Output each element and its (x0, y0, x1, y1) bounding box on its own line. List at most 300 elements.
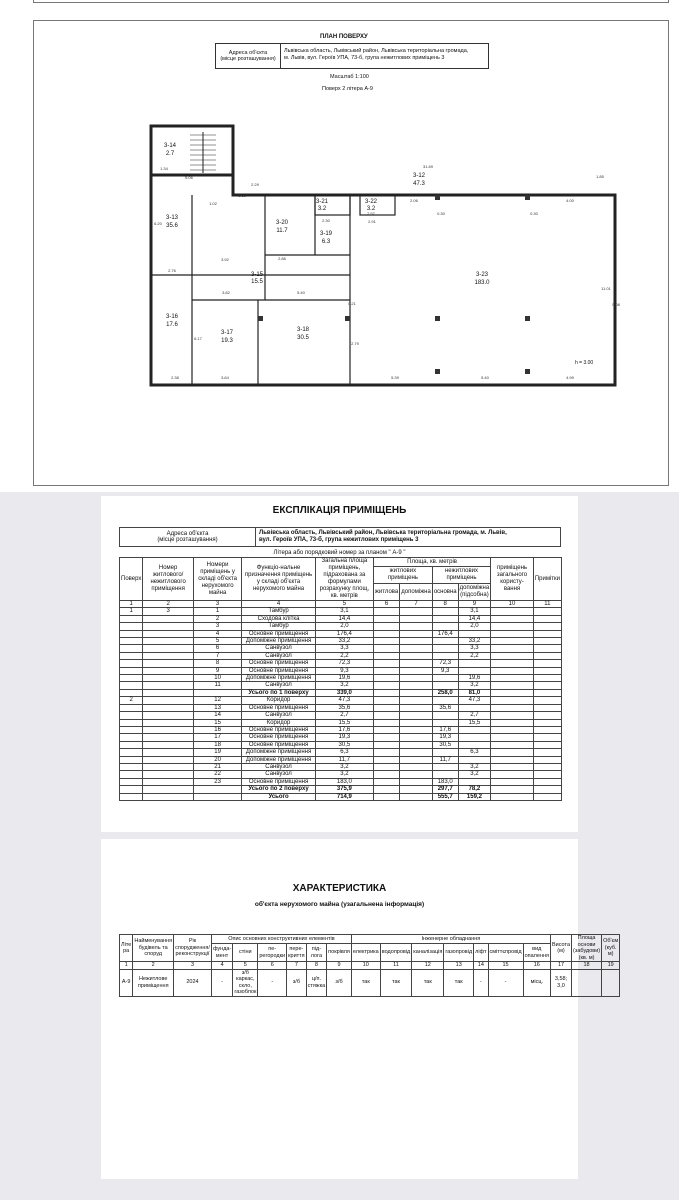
cell-purpose: Санвузол (242, 712, 316, 719)
cell-total: 2,0 (315, 623, 373, 630)
cell-living (373, 778, 399, 785)
cell-floor (120, 741, 143, 748)
dimension: 11.01 (601, 286, 611, 291)
cell-aux: 3,2 (458, 682, 491, 689)
cell-unit (143, 719, 193, 726)
table-row (120, 660, 562, 667)
floor-plan-page (0, 0, 679, 492)
cell-room: 2 (193, 615, 241, 622)
cell-unit (143, 615, 193, 622)
cell-auxiliary (400, 771, 433, 778)
dimension: 6.17 (194, 336, 202, 341)
dimension: 0.21 (348, 301, 356, 306)
column-number: 7 (400, 601, 433, 608)
table-row (120, 623, 562, 630)
cell-room: 17 (193, 734, 241, 741)
dimension: 2.29 (251, 182, 259, 187)
cell-aux: 6,3 (458, 749, 491, 756)
cell-common (491, 719, 534, 726)
cell-living (373, 726, 399, 733)
room-area: 47.3 (413, 181, 425, 187)
table-cell: місц. (523, 969, 550, 996)
col-height: Висота (м) (551, 935, 572, 962)
cell-living (373, 712, 399, 719)
cell-main (432, 623, 458, 630)
table-cell: - (488, 969, 523, 996)
cell-total: 17,6 (315, 726, 373, 733)
cell-main (432, 652, 458, 659)
cell-auxiliary (400, 719, 433, 726)
cell-floor (120, 667, 143, 674)
cell-total: 19,3 (315, 734, 373, 741)
col-main: основна (432, 584, 458, 601)
table-row (120, 771, 562, 778)
cell-room: 1 (193, 608, 241, 615)
dimension: 3.64 (221, 375, 229, 380)
cell-room: 23 (193, 778, 241, 785)
column-number: 11 (380, 962, 412, 970)
cell-auxiliary (400, 682, 433, 689)
col-subheader: сміттєпровід (488, 944, 523, 962)
dimension: 5.39 (391, 375, 399, 380)
table-cell: з/б (287, 969, 307, 996)
col-subheader: фунда-мент (211, 944, 232, 962)
cell-living (373, 660, 399, 667)
cell-room: 6 (193, 645, 241, 652)
cell-common (491, 734, 534, 741)
cell-floor (120, 645, 143, 652)
room-label: 3-19 (319, 231, 333, 237)
cell-purpose: Основне приміщення (242, 630, 316, 637)
cell-aux (458, 741, 491, 748)
explication-title: ЕКСПЛІКАЦІЯ ПРИМІЩЕНЬ (272, 505, 407, 516)
col-subheader: водопровід (380, 944, 412, 962)
cell-aux: 81,0 (458, 689, 491, 696)
cell-aux: 78,2 (458, 786, 491, 793)
cell-notes (533, 660, 561, 667)
cell-notes (533, 719, 561, 726)
table-cell: так (351, 969, 380, 996)
cell-room: 20 (193, 756, 241, 763)
address-line-2: вул. Героїв УПА, 73-б, група нежитлових приміщень 3 (259, 537, 419, 543)
dimension: 3.82 (222, 290, 230, 295)
cell-living (373, 719, 399, 726)
column-number: 9 (458, 601, 491, 608)
column-number: 17 (551, 962, 572, 970)
address-sublabel: (місце розташування) (220, 56, 276, 62)
col-subheader: покрівля (327, 944, 352, 962)
cell-notes (533, 749, 561, 756)
address-line-1: Львівська область, Львівський район, Львівська територіальна громада, (284, 48, 469, 54)
room-label: 3-17 (220, 330, 234, 336)
cell-auxiliary (400, 645, 433, 652)
characteristics-title: ХАРАКТЕРИСТИКА (292, 883, 387, 894)
cell-unit (143, 704, 193, 711)
column-number: 6 (373, 601, 399, 608)
cell-common (491, 778, 534, 785)
dimension: 3.92 (221, 257, 229, 262)
explication-address-box (119, 527, 561, 547)
cell-room: 9 (193, 667, 241, 674)
cell-aux: 159,2 (458, 793, 491, 800)
cell-total: 15,5 (315, 719, 373, 726)
floor-plan-drawing (0, 0, 679, 492)
stair-flights (190, 132, 216, 173)
column-numbers-row (120, 601, 562, 608)
cell-auxiliary (400, 786, 433, 793)
cell-purpose: Усього (242, 793, 316, 800)
cell-notes (533, 712, 561, 719)
dimension: 5.40 (297, 290, 305, 295)
table-cell: з/б каркас, скло, газоблок (234, 969, 257, 995)
table-row (120, 749, 562, 756)
dimension: 5.06 (185, 175, 193, 180)
cell-main: 9,3 (432, 667, 458, 674)
cell-main (432, 638, 458, 645)
exterior-wall (151, 175, 615, 385)
dimension: 1.34 (160, 166, 168, 171)
cell-aux: 3,1 (458, 608, 491, 615)
cell-room: 16 (193, 726, 241, 733)
col-common: приміщень загального користу-вання (491, 558, 534, 601)
plan-title: ПЛАН ПОВЕРХУ (320, 34, 368, 40)
table-row (120, 704, 562, 711)
cell-common (491, 645, 534, 652)
cell-main: 555,7 (432, 793, 458, 800)
col-subheader: електрика (351, 944, 380, 962)
cell-living (373, 771, 399, 778)
cell-living (373, 652, 399, 659)
cell-notes (533, 682, 561, 689)
room-label: 3-15 (250, 272, 264, 278)
room-area: 11.7 (276, 228, 288, 234)
col-nonresidential: нежитлових приміщень (432, 567, 490, 584)
cell-room: 12 (193, 697, 241, 704)
cell-unit (143, 645, 193, 652)
dimension: 4.00 (566, 198, 574, 203)
cell-room: 3 (193, 623, 241, 630)
col-auxiliary: допоміжна (400, 584, 433, 601)
partitions (151, 195, 395, 385)
cell-living (373, 630, 399, 637)
col-subheader: каналізація (412, 944, 444, 962)
cell-auxiliary (400, 667, 433, 674)
cell-aux (458, 756, 491, 763)
col-engineering-group: Інженерне обладнання (351, 935, 550, 944)
cell-living (373, 786, 399, 793)
col-footprint: Площа основи (забудови) (кв. м) (573, 935, 601, 961)
cell-living (373, 756, 399, 763)
explication-table (119, 557, 562, 801)
column-number: 19 (602, 962, 620, 970)
address-label: Адреса об'єкта (228, 50, 268, 56)
cell-purpose: Основне приміщення (242, 704, 316, 711)
column-number: 12 (412, 962, 444, 970)
cell-aux (458, 630, 491, 637)
cell-main: 11,7 (432, 756, 458, 763)
cell-purpose: Сходова клітка (242, 615, 316, 622)
col-total-area: Загальна площа приміщень, підрахована за формулами розрахунку площ, кв. метрів (315, 558, 373, 601)
col-floor: Поверх (120, 558, 143, 601)
cell-total: 3,2 (315, 771, 373, 778)
cell-total: 3,3 (315, 645, 373, 652)
column-number: 11 (533, 601, 561, 608)
cell-total: 30,5 (315, 741, 373, 748)
cell-room (193, 689, 241, 696)
cell-main (432, 608, 458, 615)
table-row (120, 756, 562, 763)
cell-notes (533, 763, 561, 770)
cell-notes (533, 645, 561, 652)
cell-room: 19 (193, 749, 241, 756)
col-subheader: пере-криття (287, 944, 307, 962)
table-cell: - (258, 969, 287, 996)
room-label: 3-23 (475, 272, 489, 278)
cell-auxiliary (400, 630, 433, 637)
dimension: 0.30 (437, 211, 445, 216)
cell-living (373, 638, 399, 645)
cell-common (491, 689, 534, 696)
room-area: 6.3 (321, 239, 331, 245)
table-row (120, 608, 562, 615)
cell-living (373, 675, 399, 682)
cell-main (432, 771, 458, 778)
cell-room: 7 (193, 652, 241, 659)
cell-aux: 2,0 (458, 623, 491, 630)
room-label: 3-12 (412, 173, 426, 179)
room-area: 30.5 (297, 335, 309, 341)
cell-notes (533, 689, 561, 696)
cell-floor (120, 719, 143, 726)
cell-notes (533, 793, 561, 800)
room-area: 3.2 (317, 206, 327, 212)
room-area: 15.5 (251, 279, 263, 285)
cell-main (432, 749, 458, 756)
cell-floor (120, 763, 143, 770)
column-number: 5 (315, 601, 373, 608)
cell-purpose: Основне приміщення (242, 734, 316, 741)
cell-aux: 19,6 (458, 675, 491, 682)
cell-aux: 2,2 (458, 652, 491, 659)
cell-floor (120, 660, 143, 667)
dimension: 2.06 (410, 198, 418, 203)
cell-unit (143, 675, 193, 682)
column-number: 1 (120, 962, 133, 970)
column-number: 3 (174, 962, 212, 970)
col-aux-subsidiary: допоміжна (підсобна) (458, 584, 491, 601)
cell-purpose: Основне приміщення (242, 741, 316, 748)
dimension: 2.57 (367, 211, 375, 216)
cell-notes (533, 652, 561, 659)
cell-total: 375,9 (315, 786, 373, 793)
cell-notes (533, 771, 561, 778)
column-number: 16 (523, 962, 550, 970)
cell-floor (120, 771, 143, 778)
cell-unit (143, 771, 193, 778)
col-year: Рік спорудження/ реконструкції (174, 935, 212, 962)
cell-auxiliary (400, 675, 433, 682)
column-number: 4 (242, 601, 316, 608)
cell-notes (533, 615, 561, 622)
cell-room: 22 (193, 771, 241, 778)
table-row (120, 645, 562, 652)
cell-purpose: Усього по 1 поверху (242, 689, 316, 696)
cell-living (373, 697, 399, 704)
cell-purpose: Допоміжне приміщення (242, 749, 316, 756)
table-cell: з/б (327, 969, 352, 996)
cell-floor (120, 712, 143, 719)
cell-unit (143, 623, 193, 630)
room-label: 3-21 (315, 199, 329, 205)
cell-living (373, 667, 399, 674)
cell-auxiliary (400, 726, 433, 733)
cell-auxiliary (400, 689, 433, 696)
cell-purpose: Санвузол (242, 763, 316, 770)
cell-room: 21 (193, 763, 241, 770)
dimension: 4.99 (566, 375, 574, 380)
cell-main (432, 719, 458, 726)
cell-purpose: Основне приміщення (242, 667, 316, 674)
column-number: 2 (133, 962, 174, 970)
summary-row (120, 786, 562, 793)
table-cell: Нежитлове приміщення (133, 969, 174, 996)
cell-aux: 15,5 (458, 719, 491, 726)
column-number: 13 (444, 962, 474, 970)
col-structural-group: Опис основних конструктивних елементів (211, 935, 351, 944)
characteristics-page (101, 839, 619, 1179)
column-number: 9 (327, 962, 352, 970)
col-volume: Об'єм (куб. м) (602, 935, 620, 962)
dimension: 6.20 (154, 221, 162, 226)
cell-auxiliary (400, 660, 433, 667)
cell-living (373, 741, 399, 748)
cell-unit (143, 749, 193, 756)
cell-auxiliary (400, 778, 433, 785)
cell-living (373, 682, 399, 689)
table-row (120, 763, 562, 770)
cell-aux (458, 704, 491, 711)
cell-auxiliary (400, 704, 433, 711)
cell-aux: 47,3 (458, 697, 491, 704)
cell-common (491, 763, 534, 770)
address-sublabel: (місце розташування) (157, 537, 218, 543)
cell-auxiliary (400, 652, 433, 659)
column-number: 1 (120, 601, 143, 608)
cell-living (373, 689, 399, 696)
cell-total: 714,9 (315, 793, 373, 800)
cell-living (373, 608, 399, 615)
column-number: 18 (572, 962, 602, 970)
plan-scale: Масштаб 1:100 (330, 74, 369, 80)
cell-total: 33,2 (315, 638, 373, 645)
cell-common (491, 704, 534, 711)
cell-total: 183,0 (315, 778, 373, 785)
table-row (120, 638, 562, 645)
column-number: 15 (488, 962, 523, 970)
dimension: 2.79 (351, 341, 359, 346)
col-subheader: під-лога (306, 944, 327, 962)
cell-floor (120, 630, 143, 637)
cell-common (491, 756, 534, 763)
table-cell: - (474, 969, 488, 996)
cell-floor (120, 734, 143, 741)
col-room: Номери приміщень у складі об'єкта нерухомого майна (193, 558, 241, 601)
column-number: 10 (351, 962, 380, 970)
cell-purpose: Санвузол (242, 771, 316, 778)
cell-floor (120, 689, 143, 696)
cell-aux: 33,2 (458, 638, 491, 645)
cell-room: 14 (193, 712, 241, 719)
cell-notes (533, 756, 561, 763)
cell-purpose: Санвузол (242, 652, 316, 659)
cell-notes (533, 623, 561, 630)
summary-row (120, 793, 562, 800)
col-notes: Примітки (533, 558, 561, 601)
cell-purpose: Основне приміщення (242, 726, 316, 733)
cell-floor (120, 756, 143, 763)
cell-total: 19,6 (315, 675, 373, 682)
cell-floor (120, 726, 143, 733)
cell-purpose: Коридор (242, 697, 316, 704)
cell-unit (143, 697, 193, 704)
cell-auxiliary (400, 749, 433, 756)
litera-line: Літера або порядковий номер за планом " А-9 " (273, 550, 406, 556)
cell-purpose: Тамбур (242, 623, 316, 630)
dimension: 2.86 (278, 256, 286, 261)
cell-main (432, 697, 458, 704)
cell-living (373, 645, 399, 652)
table-row (120, 697, 562, 704)
table-cell: - (211, 969, 232, 996)
cell-main: 30,5 (432, 741, 458, 748)
column-number: 4 (211, 962, 232, 970)
cell-unit (143, 726, 193, 733)
cell-unit (143, 682, 193, 689)
cell-common (491, 660, 534, 667)
cell-unit (143, 667, 193, 674)
cell-total: 9,3 (315, 667, 373, 674)
cell-common (491, 667, 534, 674)
cell-notes (533, 638, 561, 645)
table-row (120, 682, 562, 689)
cell-unit (143, 756, 193, 763)
cell-main (432, 645, 458, 652)
cell-main (432, 675, 458, 682)
cell-unit (143, 734, 193, 741)
table-row (120, 741, 562, 748)
cell-total: 3,2 (315, 682, 373, 689)
cell-notes (533, 726, 561, 733)
dimension: 2.30 (322, 218, 330, 223)
cell-auxiliary (400, 623, 433, 630)
cell-floor (120, 704, 143, 711)
cell-auxiliary (400, 712, 433, 719)
cell-purpose: Тамбур (242, 608, 316, 615)
table-row (120, 667, 562, 674)
room-area: 3.2 (366, 206, 376, 212)
cell-aux: 3,3 (458, 645, 491, 652)
cell-total: 47,3 (315, 697, 373, 704)
cell-living (373, 704, 399, 711)
cell-common (491, 608, 534, 615)
room-area: 17.6 (166, 322, 178, 328)
col-litera: Літе ра (120, 935, 133, 962)
cell-floor: 2 (120, 697, 143, 704)
cell-living (373, 793, 399, 800)
cell-aux (458, 660, 491, 667)
characteristics-table (119, 934, 620, 997)
table-cell: 2024 (174, 969, 212, 996)
